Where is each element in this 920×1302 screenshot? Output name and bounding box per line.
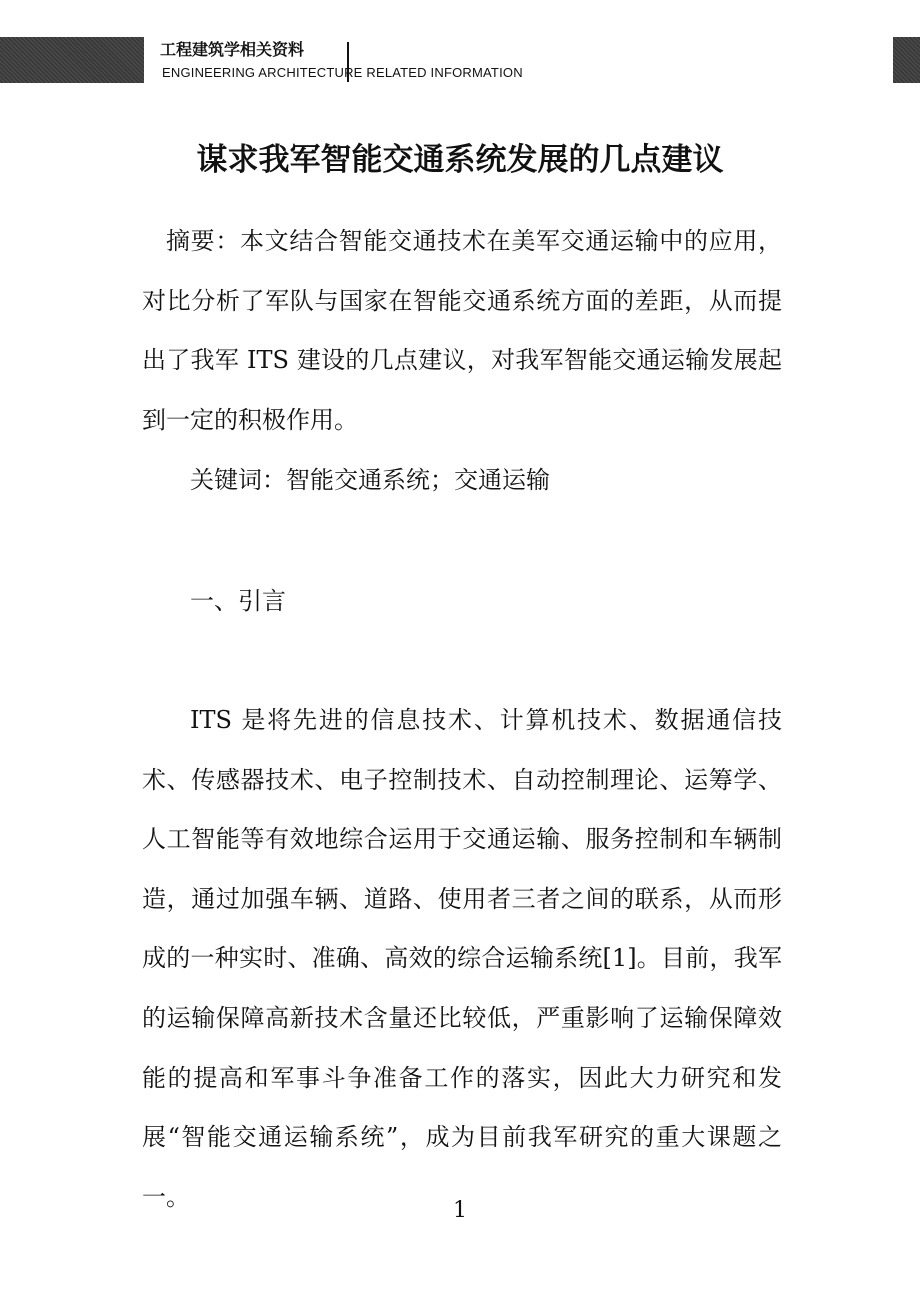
document-title: 谋求我军智能交通系统发展的几点建议 — [196, 142, 724, 178]
page-number: 1 — [453, 1198, 467, 1223]
header-title-en: ENGINEERING ARCHITECTURE RELATED INFORMATION — [162, 65, 523, 80]
keywords-line: 关键词：智能交通系统；交通运输 — [190, 466, 550, 494]
header-decor-bar-right — [893, 37, 920, 83]
body-paragraph: ITS 是将先进的信息技术、计算机技术、数据通信技术、传感器技术、电子控制技术、自动控制理论、运筹学、人工智能等有效地综合运用于交通运输、服务控制和车辆制造，通过加强车辆、道路、使用者三者之间的联系，从而形成的一种实时、准确、高效的综合运输系统[1]。目前，我军的运输保障高新技术含量还比较低，严重影响了运输保障效能的提高和军事斗争准备工作的落实，因此大力研究和发展“智能交通运输系统”，成为目前我军研究的重大课题之一。 — [142, 706, 782, 1211]
header-title-cn: 工程建筑学相关资料 — [160, 40, 305, 59]
abstract-paragraph: 摘要：本文结合智能交通技术在美军交通运输中的应用，对比分析了军队与国家在智能交通系统方面的差距，从而提出了我军 ITS 建设的几点建议，对我军智能交通运输发展起到一定的积极作用。 — [142, 227, 782, 434]
section-heading: 一、引言 — [190, 587, 286, 615]
header-decor-bar-left — [0, 37, 144, 83]
